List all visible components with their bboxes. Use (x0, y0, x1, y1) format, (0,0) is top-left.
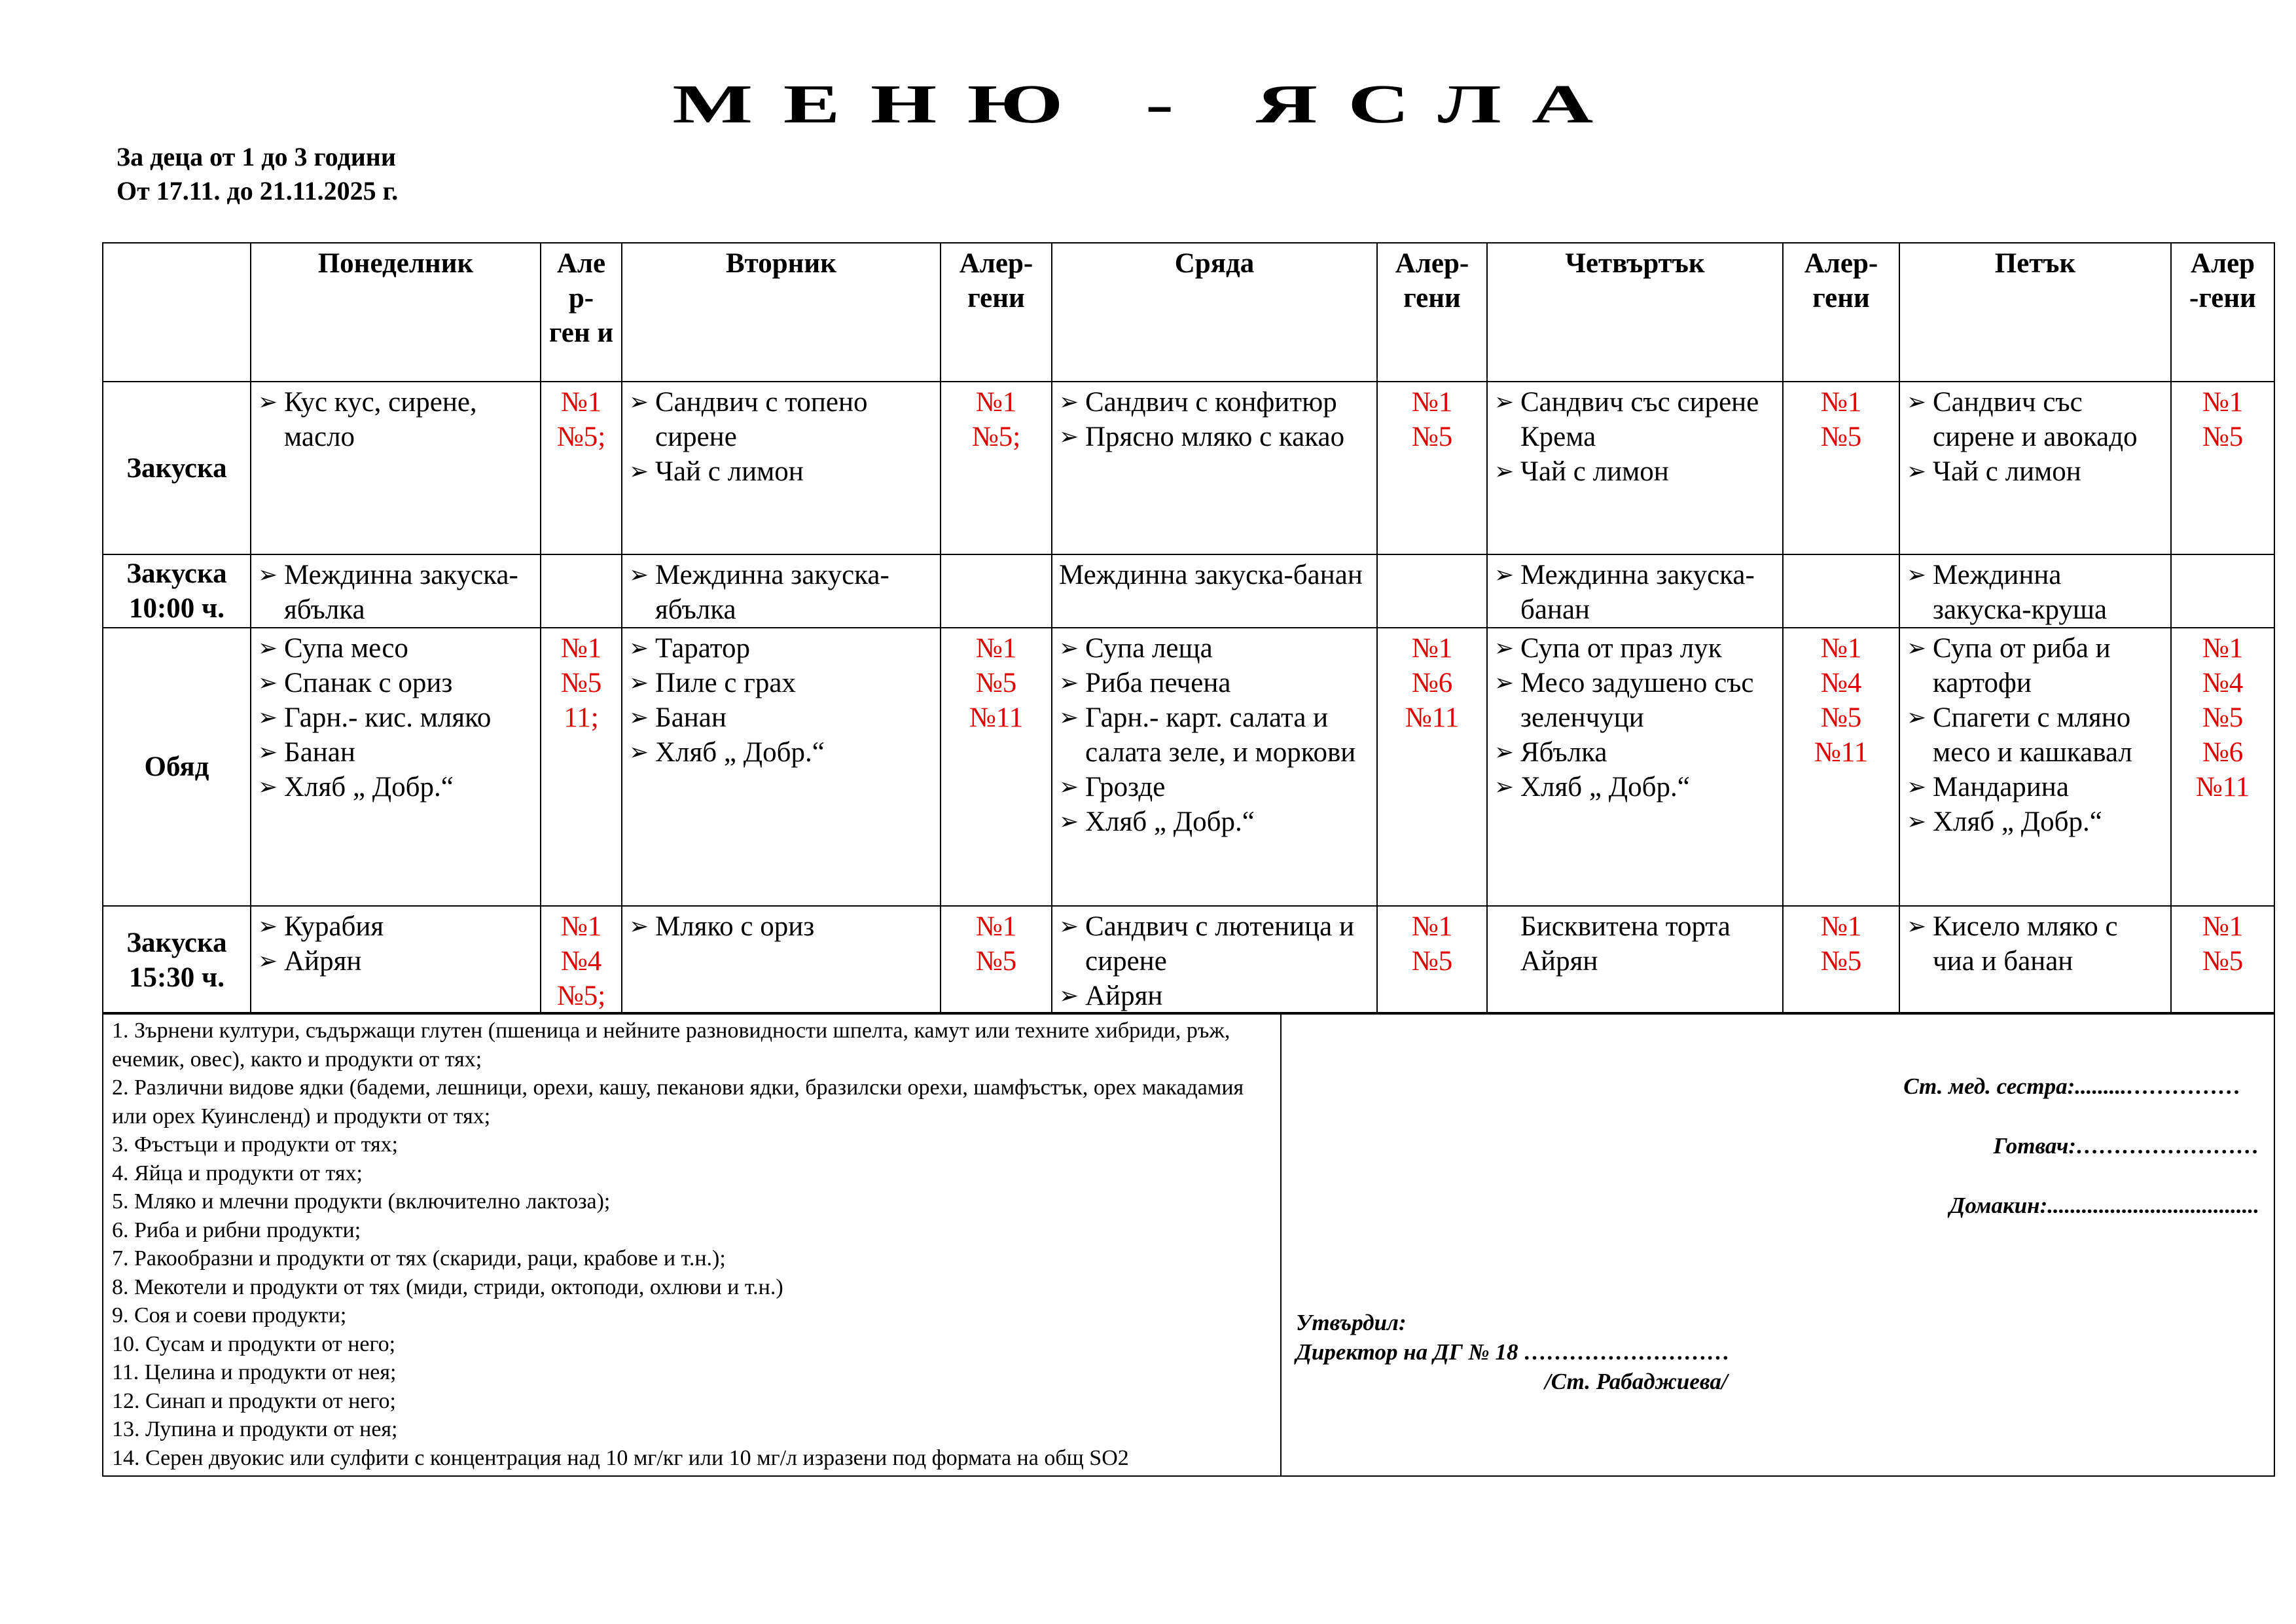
menu-item-text: Междинна закуска-ябълка (655, 560, 889, 625)
bullet-spacer (1494, 909, 1520, 944)
allergen-legend-item: 13. Лупина и продукти от нея; (112, 1417, 398, 1441)
period-subtitle: От 17.11. до 21.11.2025 г. (117, 176, 399, 206)
arrow-bullet-icon: ➢ (258, 635, 278, 661)
menu-item (1494, 909, 1776, 944)
allergen-code: №1 (1411, 633, 1453, 664)
allergen-cell (941, 906, 1052, 1014)
menu-item-text: Хляб „ Добр.“ (1933, 806, 2102, 837)
menu-item-text: Курабия (284, 911, 384, 942)
allergen-cell (1783, 628, 1899, 906)
menu-item-text: Междинна закуска-круша (1933, 560, 2108, 625)
arrow-bullet-icon: ➢ (1059, 913, 1079, 939)
arrow-bullet-icon: ➢ (1907, 562, 1927, 588)
allergen-legend (103, 1013, 1281, 1476)
arrow-bullet-icon: ➢ (1494, 774, 1515, 800)
menu-item-text: Банан (655, 702, 726, 733)
menu-cell (1487, 906, 1783, 1014)
allergen-code: №4 (1820, 668, 1862, 698)
menu-item (629, 735, 933, 770)
menu-item-text: Мандарина (1933, 772, 2069, 803)
allergen-code: №6 (1411, 668, 1453, 698)
menu-item-text: Айрян (284, 946, 362, 977)
approval-block (1296, 1308, 1730, 1396)
allergen-code: №5 (1820, 702, 1862, 733)
arrow-bullet-icon: ➢ (258, 389, 278, 415)
menu-item (1907, 804, 2164, 839)
meal-row-snack-afternoon (103, 906, 2274, 1014)
menu-cell (251, 382, 541, 554)
allergen-code: №1 (1820, 911, 1862, 942)
allergen-cell (1377, 554, 1487, 628)
allergen-cell (941, 554, 1052, 628)
menu-item-text: Айрян (1520, 946, 1598, 977)
allergen-cell (1783, 554, 1899, 628)
menu-cell (1487, 628, 1783, 906)
allergen-cell (1783, 382, 1899, 554)
menu-table (102, 242, 2275, 1015)
menu-item (629, 909, 933, 944)
allergen-code: №11 (1814, 737, 1869, 768)
menu-item (1494, 770, 1776, 804)
menu-item-text: Сандвич с лютеница и сирене (1085, 911, 1354, 977)
arrow-bullet-icon: ➢ (1907, 704, 1927, 731)
allergen-header-tuesday: Алер- гени (941, 243, 1052, 382)
menu-item-text: Чай с лимон (655, 456, 804, 487)
day-header-thursday: Четвъртък (1487, 243, 1783, 382)
menu-item-text: Пиле с грах (655, 668, 796, 698)
arrow-bullet-icon: ➢ (1494, 458, 1515, 484)
menu-item-text: Прясно мляко с какао (1085, 422, 1345, 452)
menu-item (258, 631, 533, 666)
menu-item (258, 770, 533, 804)
arrow-bullet-icon: ➢ (629, 704, 649, 731)
menu-item (1059, 700, 1370, 770)
menu-cell (1052, 628, 1377, 906)
menu-item (1907, 385, 2164, 454)
arrow-bullet-icon: ➢ (1907, 774, 1927, 800)
allergen-code: №1 (1411, 911, 1453, 942)
menu-item-text: Чай с лимон (1520, 456, 1669, 487)
menu-item-text: Месо задушено със зеленчуци (1520, 668, 1754, 733)
day-header-wednesday: Сряда (1052, 243, 1377, 382)
menu-item (1494, 735, 1776, 770)
age-group-subtitle: За деца от 1 до 3 години (117, 142, 396, 171)
allergen-code: №1 (975, 387, 1017, 418)
menu-item (258, 385, 533, 454)
menu-item (1907, 700, 2164, 770)
bullet-spacer (1494, 944, 1520, 979)
menu-item-text: Кисело мляко с чиа и банан (1933, 911, 2118, 977)
menu-item (1907, 631, 2164, 700)
menu-item (1059, 558, 1370, 592)
allergen-code: №11 (969, 702, 1024, 733)
allergen-header-friday: Алер -гени (2171, 243, 2274, 382)
allergen-cell (2171, 906, 2274, 1014)
menu-item-text: Чай с лимон (1933, 456, 2081, 487)
arrow-bullet-icon: ➢ (1059, 808, 1079, 835)
menu-item-text: Банан (284, 737, 355, 768)
allergen-legend-item: 5. Мляко и млечни продукти (включително лактоза); (112, 1189, 611, 1214)
menu-item (1494, 631, 1776, 666)
menu-cell (1052, 906, 1377, 1014)
arrow-bullet-icon: ➢ (1059, 670, 1079, 696)
arrow-bullet-icon: ➢ (258, 948, 278, 974)
allergen-code: №1 (2202, 633, 2244, 664)
allergen-code: №1 (975, 911, 1017, 942)
allergen-cell (541, 628, 622, 906)
menu-cell (1899, 906, 2171, 1014)
approval-label: Утвърдил: (1296, 1310, 1407, 1335)
allergen-code: №1 (1820, 633, 1862, 664)
menu-item (1059, 804, 1370, 839)
menu-item (1494, 944, 1776, 979)
menu-cell (1487, 554, 1783, 628)
menu-cell (622, 906, 941, 1014)
menu-item (1059, 666, 1370, 700)
menu-item-text: Хляб „ Добр.“ (1085, 806, 1255, 837)
allergen-cell (2171, 628, 2274, 906)
allergen-header-monday: Але р- ген и (541, 243, 622, 382)
menu-item (1494, 454, 1776, 489)
allergen-legend-item: 11. Целина и продукти от нея; (112, 1360, 397, 1384)
menu-item (258, 666, 533, 700)
meal-name: Закуска 10:00 ч. (103, 554, 251, 628)
allergen-cell (1377, 382, 1487, 554)
menu-item-text: Спанак с ориз (284, 668, 453, 698)
menu-item (258, 944, 533, 979)
meal-name: Обяд (103, 628, 251, 906)
menu-item-text: Гарн.- карт. салата и салата зеле, и моркови (1085, 702, 1356, 768)
menu-item (1494, 558, 1776, 627)
allergen-code: №11 (2195, 772, 2250, 803)
allergen-code: №1 (2202, 387, 2244, 418)
menu-item-text: Супа месо (284, 633, 408, 664)
arrow-bullet-icon: ➢ (1059, 774, 1079, 800)
meal-row-snack-morning (103, 554, 2274, 628)
menu-item (629, 558, 933, 627)
menu-item-text: Междинна закуска-банан (1520, 560, 1755, 625)
director-name: /Ст. Рабаджиева/ (1545, 1369, 1728, 1394)
menu-item (1907, 454, 2164, 489)
allergen-code: №1 (560, 387, 602, 418)
allergen-code: №4 (560, 946, 602, 977)
menu-item (629, 454, 933, 489)
allergen-code: №5 (560, 668, 602, 698)
allergen-legend-item: 1. Зърнени култури, съдържащи глутен (пшеница и нейните разновидности шпелта, камут или техните хибриди, ръж, ечемик, овес), както и продукти от тях; (112, 1019, 1230, 1072)
allergen-code: №1 (2202, 911, 2244, 942)
allergen-code: №5 (1820, 422, 1862, 452)
menu-item (1059, 979, 1370, 1013)
arrow-bullet-icon: ➢ (629, 739, 649, 765)
meal-row-lunch (103, 628, 2274, 906)
allergen-code: №11 (1405, 702, 1460, 733)
allergen-legend-item: 7. Ракообразни и продукти от тях (скариди, раци, крабове и т.н.); (112, 1246, 726, 1271)
nurse-signature: Ст. мед. сестра:.........…………… (1903, 1074, 2241, 1099)
arrow-bullet-icon: ➢ (1907, 913, 1927, 939)
allergen-code: №5 (1411, 422, 1453, 452)
menu-item-text: Сандвич със сирене и авокадо (1933, 387, 2138, 452)
allergen-legend-item: 6. Риба и рибни продукти; (112, 1218, 361, 1242)
menu-item (1907, 909, 2164, 979)
arrow-bullet-icon: ➢ (1059, 389, 1079, 415)
allergen-cell (541, 382, 622, 554)
menu-cell (251, 554, 541, 628)
menu-cell (1899, 382, 2171, 554)
menu-cell (1899, 554, 2171, 628)
allergen-header-thursday: Алер- гени (1783, 243, 1899, 382)
menu-cell (1487, 382, 1783, 554)
arrow-bullet-icon: ➢ (1059, 704, 1079, 731)
arrow-bullet-icon: ➢ (1494, 389, 1515, 415)
menu-item-text: Междинна закуска- ябълка (284, 560, 518, 625)
arrow-bullet-icon: ➢ (258, 774, 278, 800)
menu-item-text: Супа леща (1085, 633, 1213, 664)
arrow-bullet-icon: ➢ (1059, 635, 1079, 661)
allergen-code: №5 (2202, 702, 2244, 733)
arrow-bullet-icon: ➢ (629, 913, 649, 939)
allergen-cell (1377, 906, 1487, 1014)
menu-item (629, 385, 933, 454)
arrow-bullet-icon: ➢ (1907, 458, 1927, 484)
menu-item (1059, 385, 1370, 420)
allergen-code: 11; (564, 702, 599, 733)
arrow-bullet-icon: ➢ (629, 389, 649, 415)
menu-cell (1052, 382, 1377, 554)
allergen-code: №5 (2202, 422, 2244, 452)
menu-cell (622, 382, 941, 554)
menu-item (1494, 666, 1776, 735)
menu-cell (251, 628, 541, 906)
menu-cell (1052, 554, 1377, 628)
meal-name: Закуска (103, 382, 251, 554)
arrow-bullet-icon: ➢ (1907, 389, 1927, 415)
allergen-cell (941, 382, 1052, 554)
allergen-code: №6 (2202, 737, 2244, 768)
menu-item-text: Ябълка (1520, 737, 1607, 768)
menu-item-text: Мляко с ориз (655, 911, 815, 942)
arrow-bullet-icon: ➢ (629, 670, 649, 696)
allergen-legend-item: 9. Соя и соеви продукти; (112, 1303, 347, 1327)
housekeeper-signature: Домакин:..................................... (1949, 1193, 2259, 1218)
menu-item-text: Супа от праз лук (1520, 633, 1722, 664)
menu-item-text: Грозде (1085, 772, 1166, 803)
allergen-cell (2171, 554, 2274, 628)
meal-name: Закуска 15:30 ч. (103, 906, 251, 1014)
menu-item-text: Бисквитена торта (1520, 911, 1731, 942)
allergen-code: №1 (560, 633, 602, 664)
arrow-bullet-icon: ➢ (258, 704, 278, 731)
menu-item (629, 700, 933, 735)
allergen-code: №5 (2202, 946, 2244, 977)
meal-row-breakfast (103, 382, 2274, 554)
allergen-code: №1 (975, 633, 1017, 664)
allergen-legend-item: 12. Синап и продукти от него; (112, 1388, 396, 1413)
arrow-bullet-icon: ➢ (629, 458, 649, 484)
allergen-cell (1377, 628, 1487, 906)
arrow-bullet-icon: ➢ (1059, 424, 1079, 450)
allergen-cell (541, 554, 622, 628)
arrow-bullet-icon: ➢ (258, 562, 278, 588)
arrow-bullet-icon: ➢ (629, 562, 649, 588)
allergen-header-wednesday: Алер- гени (1377, 243, 1487, 382)
menu-item-text: Междинна закуска-банан (1059, 560, 1363, 590)
allergen-code: №1 (1820, 387, 1862, 418)
menu-item (629, 666, 933, 700)
allergen-legend-item: 14. Серен двуокис или сулфити с концентрация над 10 мг/кг или 10 мг/л изразени под формата на общ SO2 (112, 1445, 1129, 1470)
allergen-legend-item: 2. Различни видове ядки (бадеми, лешници, орехи, кашу, пеканови ядки, бразилски орехи, шамфъстък, орех макадамия или орех Куинсленд) и продукти от тях; (112, 1075, 1244, 1128)
allergen-cell (2171, 382, 2274, 554)
arrow-bullet-icon: ➢ (258, 913, 278, 939)
arrow-bullet-icon: ➢ (258, 739, 278, 765)
day-header-tuesday: Вторник (622, 243, 941, 382)
menu-item (1907, 770, 2164, 804)
menu-item (258, 909, 533, 944)
menu-item-text: Сандвич с конфитюр (1085, 387, 1337, 418)
menu-item-text: Кус кус, сирене, масло (284, 387, 477, 452)
menu-item (258, 700, 533, 735)
allergen-code: №5 (975, 668, 1017, 698)
menu-item-text: Спагети с мляно месо и кашкавал (1933, 702, 2132, 768)
allergen-code: №1 (1411, 387, 1453, 418)
menu-item (1059, 909, 1370, 979)
menu-item-text: Сандвич със сирене Крема (1520, 387, 1759, 452)
arrow-bullet-icon: ➢ (258, 670, 278, 696)
signature-area (1281, 1013, 2274, 1476)
day-header-monday: Понеделник (251, 243, 541, 382)
arrow-bullet-icon: ➢ (1494, 670, 1515, 696)
cook-signature: Готвач:…………………… (1993, 1133, 2259, 1159)
menu-item (258, 558, 533, 627)
allergen-code: №5; (971, 422, 1021, 452)
menu-item (1059, 420, 1370, 454)
arrow-bullet-icon: ➢ (1907, 635, 1927, 661)
menu-item-text: Таратор (655, 633, 750, 664)
day-header-friday: Петък (1899, 243, 2171, 382)
menu-item-text: Хляб „ Добр.“ (655, 737, 825, 768)
menu-item-text: Гарн.- кис. мляко (284, 702, 492, 733)
allergen-code: №5; (556, 422, 606, 452)
menu-item (1059, 770, 1370, 804)
menu-item (258, 735, 533, 770)
menu-item-text: Айрян (1085, 981, 1163, 1011)
menu-item (629, 631, 933, 666)
allergen-code: №5; (556, 981, 606, 1011)
allergen-code: №1 (560, 911, 602, 942)
menu-item-text: Сандвич с топено сирене (655, 387, 868, 452)
menu-item (1494, 385, 1776, 454)
allergen-cell (941, 628, 1052, 906)
arrow-bullet-icon: ➢ (1494, 562, 1515, 588)
menu-cell (1899, 628, 2171, 906)
menu-item-text: Риба печена (1085, 668, 1231, 698)
allergen-legend-item: 8. Мекотели и продукти от тях (миди, стриди, октоподи, охлюви и т.н.) (112, 1274, 783, 1299)
menu-cell (251, 906, 541, 1014)
arrow-bullet-icon: ➢ (1059, 983, 1079, 1009)
arrow-bullet-icon: ➢ (1494, 635, 1515, 661)
menu-item-text: Супа от риба и картофи (1933, 633, 2111, 698)
arrow-bullet-icon: ➢ (629, 635, 649, 661)
menu-cell (622, 554, 941, 628)
allergen-code: №5 (975, 946, 1017, 977)
corner-header (103, 243, 251, 382)
allergen-cell (541, 906, 622, 1014)
page-title: МЕНЮ - ЯСЛА (672, 74, 1624, 135)
director-line: Директор на ДГ № 18 ……………………… (1296, 1339, 1731, 1365)
menu-item (1907, 558, 2164, 627)
allergen-legend-item: 10. Сусам и продукти от него; (112, 1331, 396, 1356)
allergen-cell (1783, 906, 1899, 1014)
menu-item-text: Хляб „ Добр.“ (284, 772, 454, 803)
allergen-legend-item: 3. Фъстъци и продукти от тях; (112, 1132, 399, 1157)
menu-item (1059, 631, 1370, 666)
arrow-bullet-icon: ➢ (1907, 808, 1927, 835)
allergen-legend-item: 4. Яйца и продукти от тях; (112, 1161, 363, 1185)
allergen-code: №5 (1411, 946, 1453, 977)
menu-item-text: Хляб „ Добр.“ (1520, 772, 1690, 803)
allergen-code: №4 (2202, 668, 2244, 698)
footer-table (102, 1012, 2275, 1477)
arrow-bullet-icon: ➢ (1494, 739, 1515, 765)
allergen-code: №5 (1820, 946, 1862, 977)
menu-cell (622, 628, 941, 906)
